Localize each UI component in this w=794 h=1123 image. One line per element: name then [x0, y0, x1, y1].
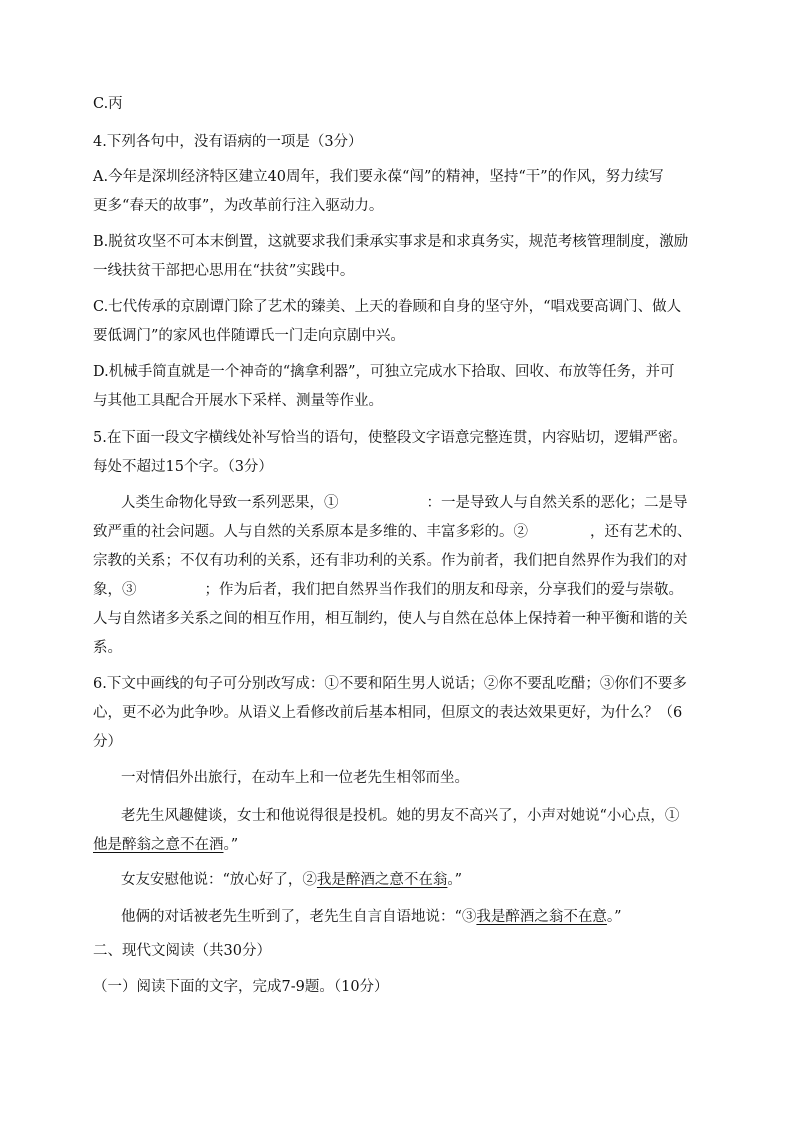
q5-passage-line6: 系。 — [93, 640, 122, 656]
q5-passage-line1-end: ：一是导致人与自然关系的恶化；二是导 — [426, 495, 688, 511]
q5-passage-line1 — [121, 488, 705, 518]
q5-stem-line1: 5.在下面一段文字横线处补写恰当的语句，使整段文字语意完整连贯，内容贴切，逻辑严密。 — [93, 430, 687, 446]
q6-story-p2-line2 — [93, 830, 705, 860]
q5-passage-line3: 宗教的关系；不仅有功利的关系，还有非功利的关系。作为前者，我们把自然界作为我们的对 — [93, 553, 688, 569]
section2-subheading: （一）阅读下面的文字，完成7-9题。（10分） — [93, 979, 389, 995]
q6-story-p4-end: 。” — [606, 909, 622, 925]
q4-stem: 4.下列各句中，没有语病的一项是（3分） — [93, 134, 363, 150]
q6-story-p3 — [121, 865, 705, 895]
q6-story-p3-start: 女友安慰他说：“放心好了，② — [121, 872, 317, 888]
q6-story-p1: 一对情侣外出旅行，在动车上和一位老先生相邻而坐。 — [121, 770, 469, 786]
q4-option-b-line2: 一线扶贫干部把心思用在“扶贫”实践中。 — [93, 263, 355, 279]
q6-story-p2-line1: 老先生风趣健谈，女士和他说得很是投机。她的男友不高兴了，小声对她说“小心点，① — [121, 808, 680, 824]
q6-story-p4 — [121, 902, 705, 932]
q6-stem-line2: 心，更不必为此争吵。从语义上看修改前后基本相同，但原文的表达效果更好，为什么？（6 — [93, 705, 683, 721]
q5-passage-line5: 人与自然诸多关系之间的相互作用，相互制约，使人与自然在总体上保持着一种平衡和谐的关 — [93, 611, 688, 627]
q5-passage-line2-end: ，还有艺术的、 — [590, 524, 692, 540]
q5-passage-line2 — [93, 517, 705, 547]
q6-story-p2-end: 。” — [223, 837, 239, 853]
q6-stem-line1: 6.下文中画线的句子可分别改写成：①不要和陌生男人说话；②你不要乱吃醋；③你们不要多 — [93, 676, 687, 692]
underlined-sentence-2: 我是醉酒之意不在翁 — [316, 872, 448, 888]
q4-option-a-line2: 更多“春天的故事”，为改革前行注入驱动力。 — [93, 198, 384, 214]
answer-option-c: C.丙 — [93, 96, 123, 112]
q6-stem-line3: 分） — [93, 734, 122, 750]
q5-passage-line4 — [93, 575, 705, 605]
q6-story-p4-start: 他俩的对话被老先生听到了，老先生自言自语地说：“③ — [121, 909, 477, 925]
q5-passage-line4-start: 象，③ — [93, 582, 137, 598]
q4-option-c-line2: 要低调门”的家风也伴随谭氏一门走向京剧中兴。 — [93, 328, 405, 344]
q4-option-d-line1: D.机械手简直就是一个神奇的“擒拿利器”，可独立完成水下拾取、回收、布放等任务，并可 — [93, 364, 675, 380]
q5-passage-line1-start: 人类生命物化导致一系列恶果，① — [121, 495, 339, 511]
q4-option-c-line1: C.七代传承的京剧谭门除了艺术的臻美、上天的眷顾和自身的坚守外，“唱戏要高调门、做人 — [93, 299, 682, 315]
q4-option-b-line1: B.脱贫攻坚不可本末倒置，这就要求我们秉承实事求是和求真务实，规范考核管理制度，激励 — [93, 234, 689, 250]
section2-heading: 二、现代文阅读（共30分） — [93, 943, 271, 959]
q5-passage-line4-end: ；作为后者，我们把自然界当作我们的朋友和母亲，分享我们的爱与崇敬。 — [204, 582, 683, 598]
q6-story-p3-end: 。” — [447, 872, 463, 888]
q4-option-a-line1: A.今年是深圳经济特区建立40周年，我们要永葆“闯”的精神，坚持“干”的作风，努力续写 — [93, 169, 664, 185]
underlined-sentence-1: 他是醉翁之意不在酒 — [93, 837, 224, 853]
q4-option-d-line2: 与其他工具配合开展水下采样、测量等作业。 — [93, 393, 383, 409]
q5-stem-line2: 每处不超过15个字。（3分） — [93, 459, 273, 475]
q5-passage-line2-start: 致严重的社会问题。人与自然的关系原本是多维的、丰富多彩的。② — [93, 524, 528, 540]
underlined-sentence-3: 我是醉酒之翁不在意 — [476, 909, 607, 925]
